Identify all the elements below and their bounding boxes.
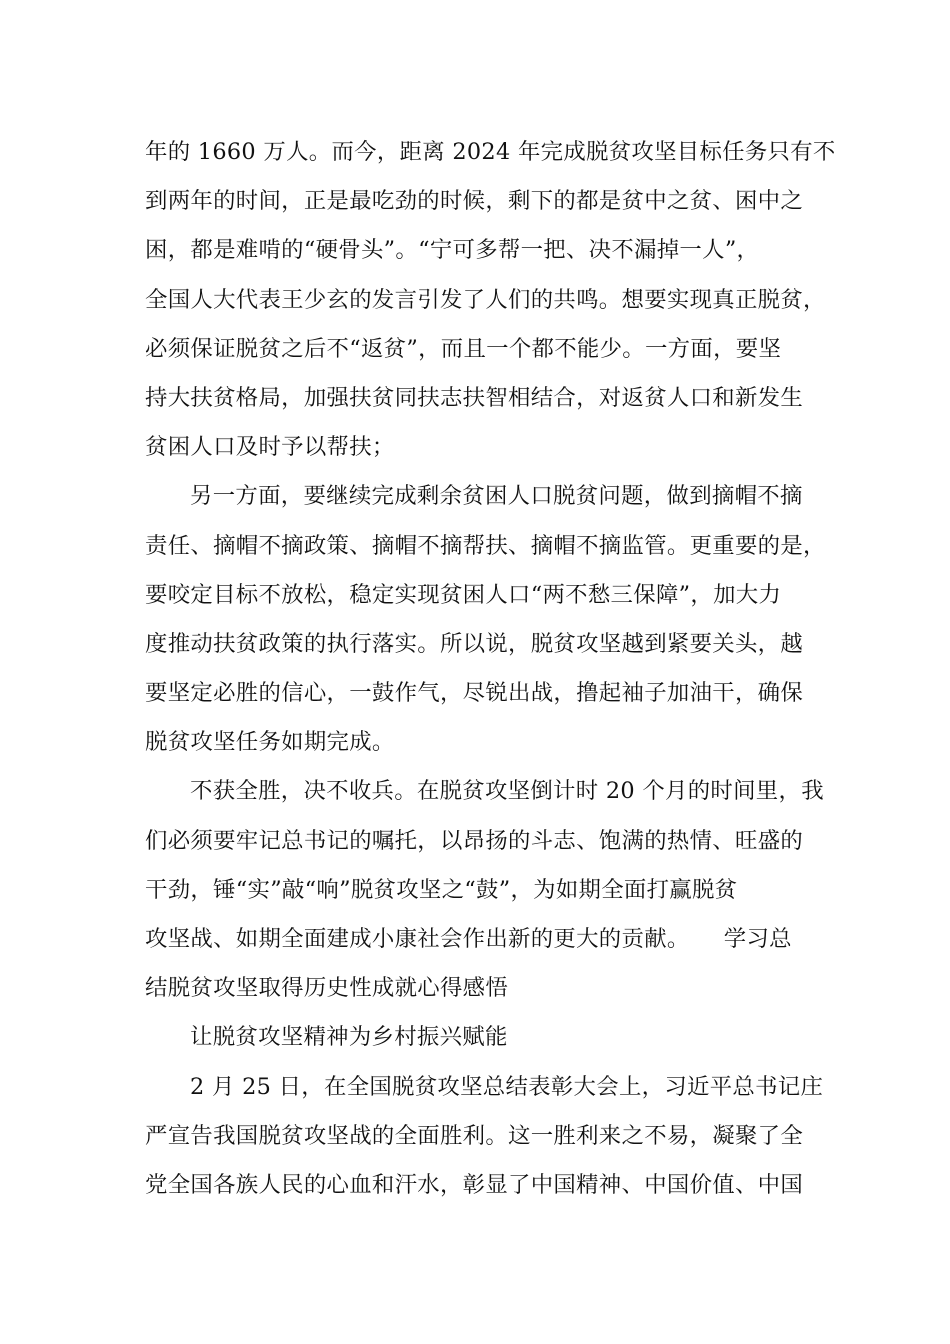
text-line: 贫困人口及时予以帮扶； (145, 434, 395, 461)
text-line: 年的 1660 万人。而今，距离 2024 年完成脱贫攻坚目标任务只有不 (145, 139, 836, 165)
text-line: 要坚定必胜的信心，一鼓作气，尽锐出战，撸起袖子加油干，确保 (145, 680, 804, 707)
text-line: 困，都是难啃的“硬骨头”。“宁可多帮一把、决不漏掉一人”， (145, 237, 760, 264)
text-line: 度推动扶贫政策的执行落实。所以说，脱贫攻坚越到紧要关头，越 (145, 630, 804, 657)
text-line: 到两年的时间，正是最吃劲的时候，剩下的都是贫中之贫、困中之 (145, 188, 804, 215)
text-line: 脱贫攻坚任务如期完成。 (145, 729, 395, 756)
paragraph-start-line: 2 月 25 日，在全国脱贫攻坚总结表彰大会上，习近平总书记庄 (190, 1073, 824, 1100)
text-line: 严宣告我国脱贫攻坚战的全面胜利。这一胜利来之不易，凝聚了全 (145, 1122, 804, 1149)
text-line: 们必须要牢记总书记的嘱托，以昂扬的斗志、饱满的热情、旺盛的 (145, 827, 804, 854)
text-line: 持大扶贫格局，加强扶贫同扶志扶智相结合，对返贫人口和新发生 (145, 384, 804, 411)
text-line: 干劲，锤“实”敲“响”脱贫攻坚之“鼓”，为如期全面打赢脱贫 (145, 876, 738, 903)
text-line: 要咬定目标不放松，稳定实现贫困人口“两不愁三保障”，加大力 (145, 581, 782, 608)
section-heading: 让脱贫攻坚精神为乡村振兴赋能 (190, 1024, 508, 1051)
paragraph-start-line: 不获全胜，决不收兵。在脱贫攻坚倒计时 20 个月的时间里，我 (190, 778, 824, 805)
text-line: 攻坚战、如期全面建成小康社会作出新的更大的贡献。 学习总 (145, 926, 792, 952)
text-line: 党全国各族人民的心血和汗水，彰显了中国精神、中国价值、中国 (145, 1171, 804, 1198)
paragraph-start-line: 另一方面，要继续完成剩余贫困人口脱贫问题，做到摘帽不摘 (190, 483, 803, 510)
body-text (145, 128, 836, 1210)
text-line: 必须保证脱贫之后不“返贫”，而且一个都不能少。一方面，要坚 (145, 335, 782, 362)
text-line: 责任、摘帽不摘政策、摘帽不摘帮扶、摘帽不摘监管。更重要的是， (145, 532, 826, 559)
text-line: 全国人大代表王少玄的发言引发了人们的共鸣。想要实现真正脱贫， (145, 286, 826, 313)
text-line: 结脱贫攻坚取得历史性成就心得感悟 (145, 975, 509, 1002)
